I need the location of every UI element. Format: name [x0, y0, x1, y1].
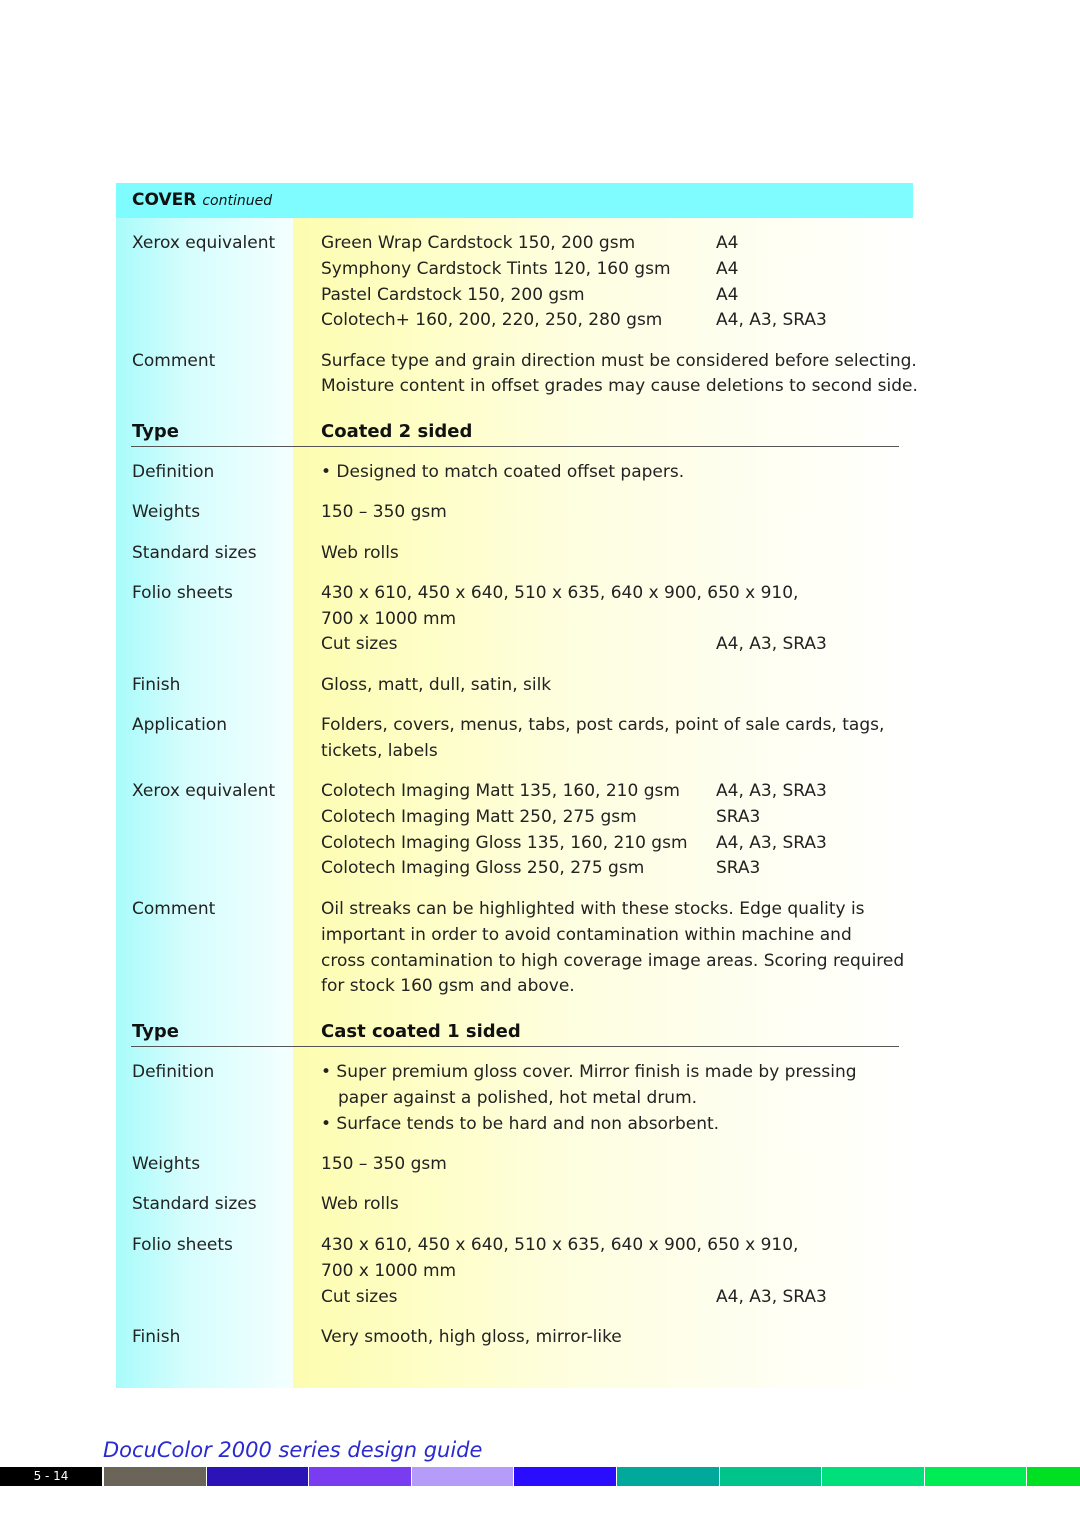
application-value: Folders, covers, menus, tabs, post cards, point of sale cards, tags, — [321, 715, 885, 735]
xerox-product-size: A4, A3, SRA3 — [716, 833, 827, 853]
color-swatch — [412, 1467, 514, 1486]
xerox-product-size: A4, A3, SRA3 — [716, 310, 827, 330]
definition-text: • Designed to match coated offset papers. — [321, 462, 685, 482]
xerox-product-name: Pastel Cardstock 150, 200 gsm — [321, 285, 585, 305]
color-swatch — [514, 1467, 616, 1486]
cut-sizes-value: A4, A3, SRA3 — [716, 1287, 827, 1307]
page-number: 5 - 14 — [0, 1467, 102, 1486]
folio-sheets-label: Folio sheets — [132, 1235, 233, 1255]
standard-sizes-label: Standard sizes — [132, 1194, 257, 1214]
standard-sizes-value: Web rolls — [321, 1194, 399, 1214]
comment-label: Comment — [132, 351, 216, 371]
xerox-product-size: A4 — [716, 259, 739, 279]
comment-text: Oil streaks can be highlighted with these stocks. Edge quality is — [321, 899, 865, 919]
type-label: Type — [132, 421, 179, 442]
weights-label: Weights — [132, 1154, 201, 1174]
type-heading: Cast coated 1 sided — [321, 1021, 521, 1042]
definition-label: Definition — [132, 462, 215, 482]
xerox-product-size: A4, A3, SRA3 — [716, 781, 827, 801]
type-heading: Coated 2 sided — [321, 421, 473, 442]
section-title: COVER continued — [132, 190, 273, 210]
definition-text: paper against a polished, hot metal drum. — [338, 1088, 698, 1108]
section-divider — [131, 1046, 899, 1047]
folio-sheets-value: 430 x 610, 450 x 640, 510 x 635, 640 x 900, 650 x 910, — [321, 583, 799, 603]
color-swatch — [925, 1467, 1027, 1486]
definition-text: • Super premium gloss cover. Mirror finish is made by pressing — [321, 1062, 857, 1082]
standard-sizes-value: Web rolls — [321, 543, 399, 563]
cut-sizes-value: A4, A3, SRA3 — [716, 634, 827, 654]
finish-value: Very smooth, high gloss, mirror-like — [321, 1327, 622, 1347]
xerox-product-name: Colotech+ 160, 200, 220, 250, 280 gsm — [321, 310, 663, 330]
comment-text: cross contamination to high coverage image areas. Scoring required — [321, 951, 905, 971]
color-swatch — [207, 1467, 309, 1486]
weights-label: Weights — [132, 502, 201, 522]
color-swatch — [720, 1467, 822, 1486]
weights-value: 150 – 350 gsm — [321, 1154, 447, 1174]
xerox-equivalent-label: Xerox equivalent — [132, 781, 276, 801]
folio-sheets-value: 700 x 1000 mm — [321, 609, 457, 629]
application-value: tickets, labels — [321, 741, 438, 761]
color-swatch — [104, 1467, 206, 1486]
xerox-product-name: Symphony Cardstock Tints 120, 160 gsm — [321, 259, 671, 279]
folio-sheets-value: 430 x 610, 450 x 640, 510 x 635, 640 x 900, 650 x 910, — [321, 1235, 799, 1255]
xerox-product-size: SRA3 — [716, 807, 761, 827]
comment-text: Moisture content in offset grades may cause deletions to second side. — [321, 376, 918, 396]
standard-sizes-label: Standard sizes — [132, 543, 257, 563]
xerox-product-name: Colotech Imaging Matt 135, 160, 210 gsm — [321, 781, 680, 801]
color-swatch — [822, 1467, 924, 1486]
comment-text: important in order to avoid contamination within machine and — [321, 925, 852, 945]
cut-sizes-label: Cut sizes — [321, 1287, 398, 1307]
xerox-product-name: Green Wrap Cardstock 150, 200 gsm — [321, 233, 636, 253]
comment-text: for stock 160 gsm and above. — [321, 976, 575, 996]
definition-text: • Surface tends to be hard and non absorbent. — [321, 1114, 720, 1134]
weights-value: 150 – 350 gsm — [321, 502, 447, 522]
section-subtitle: continued — [202, 193, 273, 209]
definition-label: Definition — [132, 1062, 215, 1082]
finish-label: Finish — [132, 675, 181, 695]
application-label: Application — [132, 715, 227, 735]
xerox-product-size: A4 — [716, 233, 739, 253]
xerox-equivalent-label: Xerox equivalent — [132, 233, 276, 253]
folio-sheets-label: Folio sheets — [132, 583, 233, 603]
xerox-product-name: Colotech Imaging Gloss 135, 160, 210 gsm — [321, 833, 688, 853]
guide-title: DocuColor 2000 series design guide — [103, 1438, 483, 1462]
xerox-product-size: SRA3 — [716, 858, 761, 878]
comment-label: Comment — [132, 899, 216, 919]
color-swatch — [309, 1467, 411, 1486]
finish-value: Gloss, matt, dull, satin, silk — [321, 675, 552, 695]
comment-text: Surface type and grain direction must be considered before selecting. — [321, 351, 917, 371]
finish-label: Finish — [132, 1327, 181, 1347]
folio-sheets-value: 700 x 1000 mm — [321, 1261, 457, 1281]
xerox-product-size: A4 — [716, 285, 739, 305]
color-swatch — [1027, 1467, 1080, 1486]
xerox-product-name: Colotech Imaging Gloss 250, 275 gsm — [321, 858, 645, 878]
type-label: Type — [132, 1021, 179, 1042]
cut-sizes-label: Cut sizes — [321, 634, 398, 654]
xerox-product-name: Colotech Imaging Matt 250, 275 gsm — [321, 807, 637, 827]
section-divider — [131, 446, 899, 447]
color-swatch — [617, 1467, 719, 1486]
